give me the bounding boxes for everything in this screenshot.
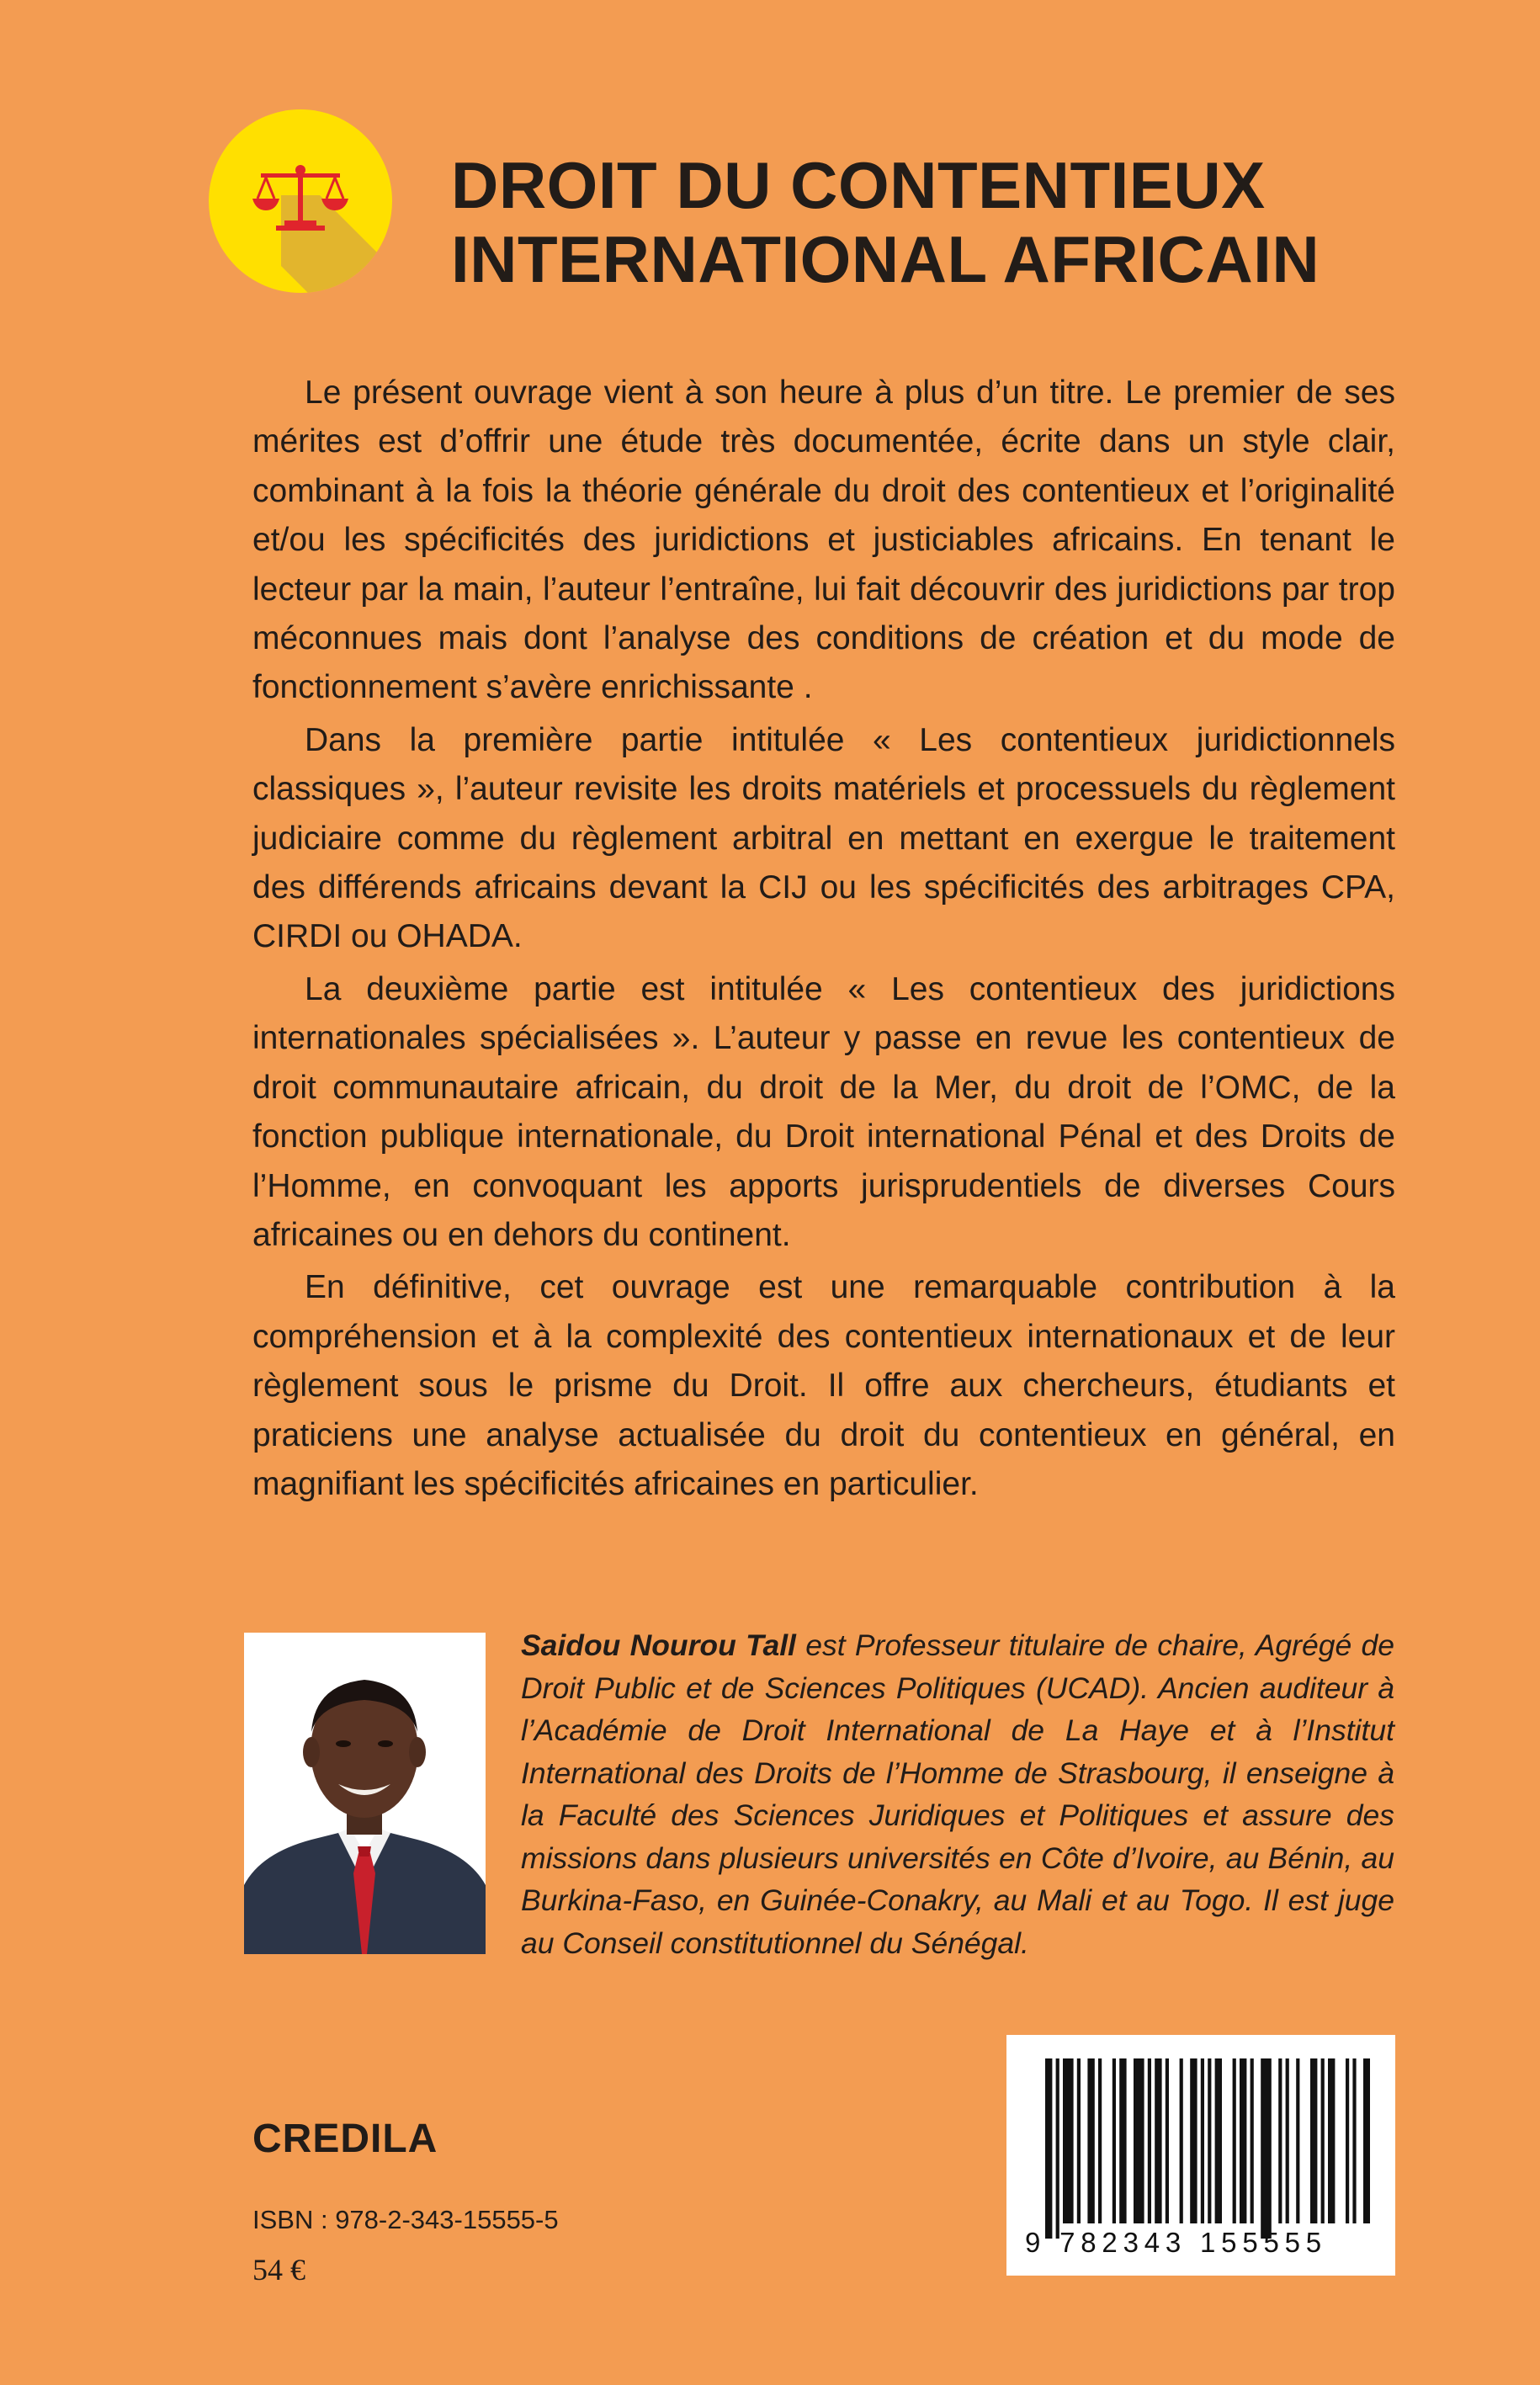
barcode-bar (1286, 2058, 1289, 2223)
barcode-bar (1155, 2058, 1161, 2223)
summary-paragraph-1: Le présent ouvrage vient à son heure à plus d’un titre. Le premier de ses mérites est d’offrir une étude très documentée, écrite dans un style clair, combinant à la fois la théorie générale du droit des contentieux et l’originalité et/ou les spécificités des juridictions et justiciables africains. En tenant le lecteur par la main, l’auteur l’entraîne, lui fait découvrir des juridictions par trop méconnues mais dont l’analyse des conditions de création et du mode de fonctionnement s’avère enrichissante . (252, 374, 1395, 706)
summary-text (252, 369, 1395, 1512)
barcode-bar (1063, 2058, 1074, 2223)
barcode-bar (1098, 2058, 1102, 2223)
barcode-number: 9 782343 155555 (1025, 2227, 1327, 2258)
publisher-logo (209, 109, 392, 293)
publisher-name: CREDILA (252, 2117, 438, 2161)
barcode-bar (1278, 2058, 1282, 2223)
author-portrait-image (244, 1633, 486, 1954)
barcode-bar (1180, 2058, 1183, 2223)
barcode-bar (1363, 2058, 1370, 2223)
barcode-bar (1215, 2058, 1222, 2223)
price: 54 € (252, 2253, 305, 2287)
summary-paragraph-2: Dans la première partie intitulée « Les contentieux juridictionnels classiques », l’auteur revisite les droits matériels et processuels du règlement judiciaire comme du règlement arbitral en mettant en exergue le traitement des différends africains devant la CIJ ou les spécificités des arbitrages CPA, CIRDI ou OHADA. (252, 721, 1395, 955)
barcode-bar (1328, 2058, 1335, 2223)
title-line-1: DROIT DU CONTENTIEUX (451, 148, 1266, 222)
barcode-bar (1134, 2058, 1144, 2223)
barcode-bar (1261, 2058, 1272, 2239)
barcode (1006, 2035, 1395, 2276)
barcode-bar (1251, 2058, 1254, 2223)
title-line-2: INTERNATIONAL AFRICAIN (451, 222, 1320, 296)
barcode-bar (1352, 2058, 1356, 2223)
book-title (451, 148, 1320, 296)
barcode-bar (1321, 2058, 1325, 2223)
barcode-bar (1113, 2058, 1116, 2223)
author-bio-text: est Professeur titulaire de chaire, Agrégé de Droit Public et de Sciences Politiques (UCAD). Ancien auditeur à l’Académie de Droit International de La Haye et à l’Institut International des Droits de l’Homme de Strasbourg, il enseigne à la Faculté des Sciences Juridiques et Politiques et assure des missions dans plusieurs universités en Côte d’Ivoire, au Bénin, au Burkina-Faso, en Guinée-Conakry, au Mali et au Togo. Il est juge au Conseil constitutionnel du Sénégal. (521, 1628, 1394, 1960)
barcode-bar (1201, 2058, 1204, 2223)
barcode-bar (1346, 2058, 1349, 2223)
summary-paragraph-3: La deuxième partie est intitulée « Les contentieux des juridictions internationales spécialisées ». L’auteur y passe en revue les contentieux de droit communautaire africain, du droit de la Mer, du droit de l’OMC, de la fonction publique internationale, du Droit international Pénal et des Droits de l’Homme, en convoquant les apports jurisprudentiels de diverses Cours africaines ou en dehors du continent. (252, 970, 1395, 1253)
author-name: Saidou Nourou Tall (521, 1628, 796, 1662)
barcode-bar (1233, 2058, 1236, 2223)
author-bio (521, 1624, 1394, 1964)
balance-scale-icon (209, 109, 392, 293)
author-photo (244, 1633, 486, 1954)
barcode-bar (1087, 2058, 1094, 2223)
barcode-bar (1077, 2058, 1081, 2223)
barcode-bar (1119, 2058, 1126, 2223)
barcode-bar (1148, 2058, 1151, 2223)
barcode-bar (1296, 2058, 1299, 2223)
summary-paragraph-4: En définitive, cet ouvrage est une remarquable contribution à la compréhension et à la complexité des contentieux internationaux et de leur règlement sous le prisme du Droit. Il offre aux chercheurs, étudiants et praticiens une analyse actualisée du droit du contentieux en général, en magnifiant les spécificités africaines en particulier. (252, 1269, 1395, 1502)
barcode-bar (1190, 2058, 1197, 2223)
barcode-bar (1208, 2058, 1211, 2223)
barcode-bar (1045, 2058, 1052, 2239)
isbn: ISBN : 978-2-343-15555-5 (252, 2205, 559, 2234)
barcode-bar (1166, 2058, 1169, 2223)
barcode-bar (1056, 2058, 1059, 2239)
barcode-bar (1240, 2058, 1246, 2223)
barcode-bar (1310, 2058, 1317, 2223)
